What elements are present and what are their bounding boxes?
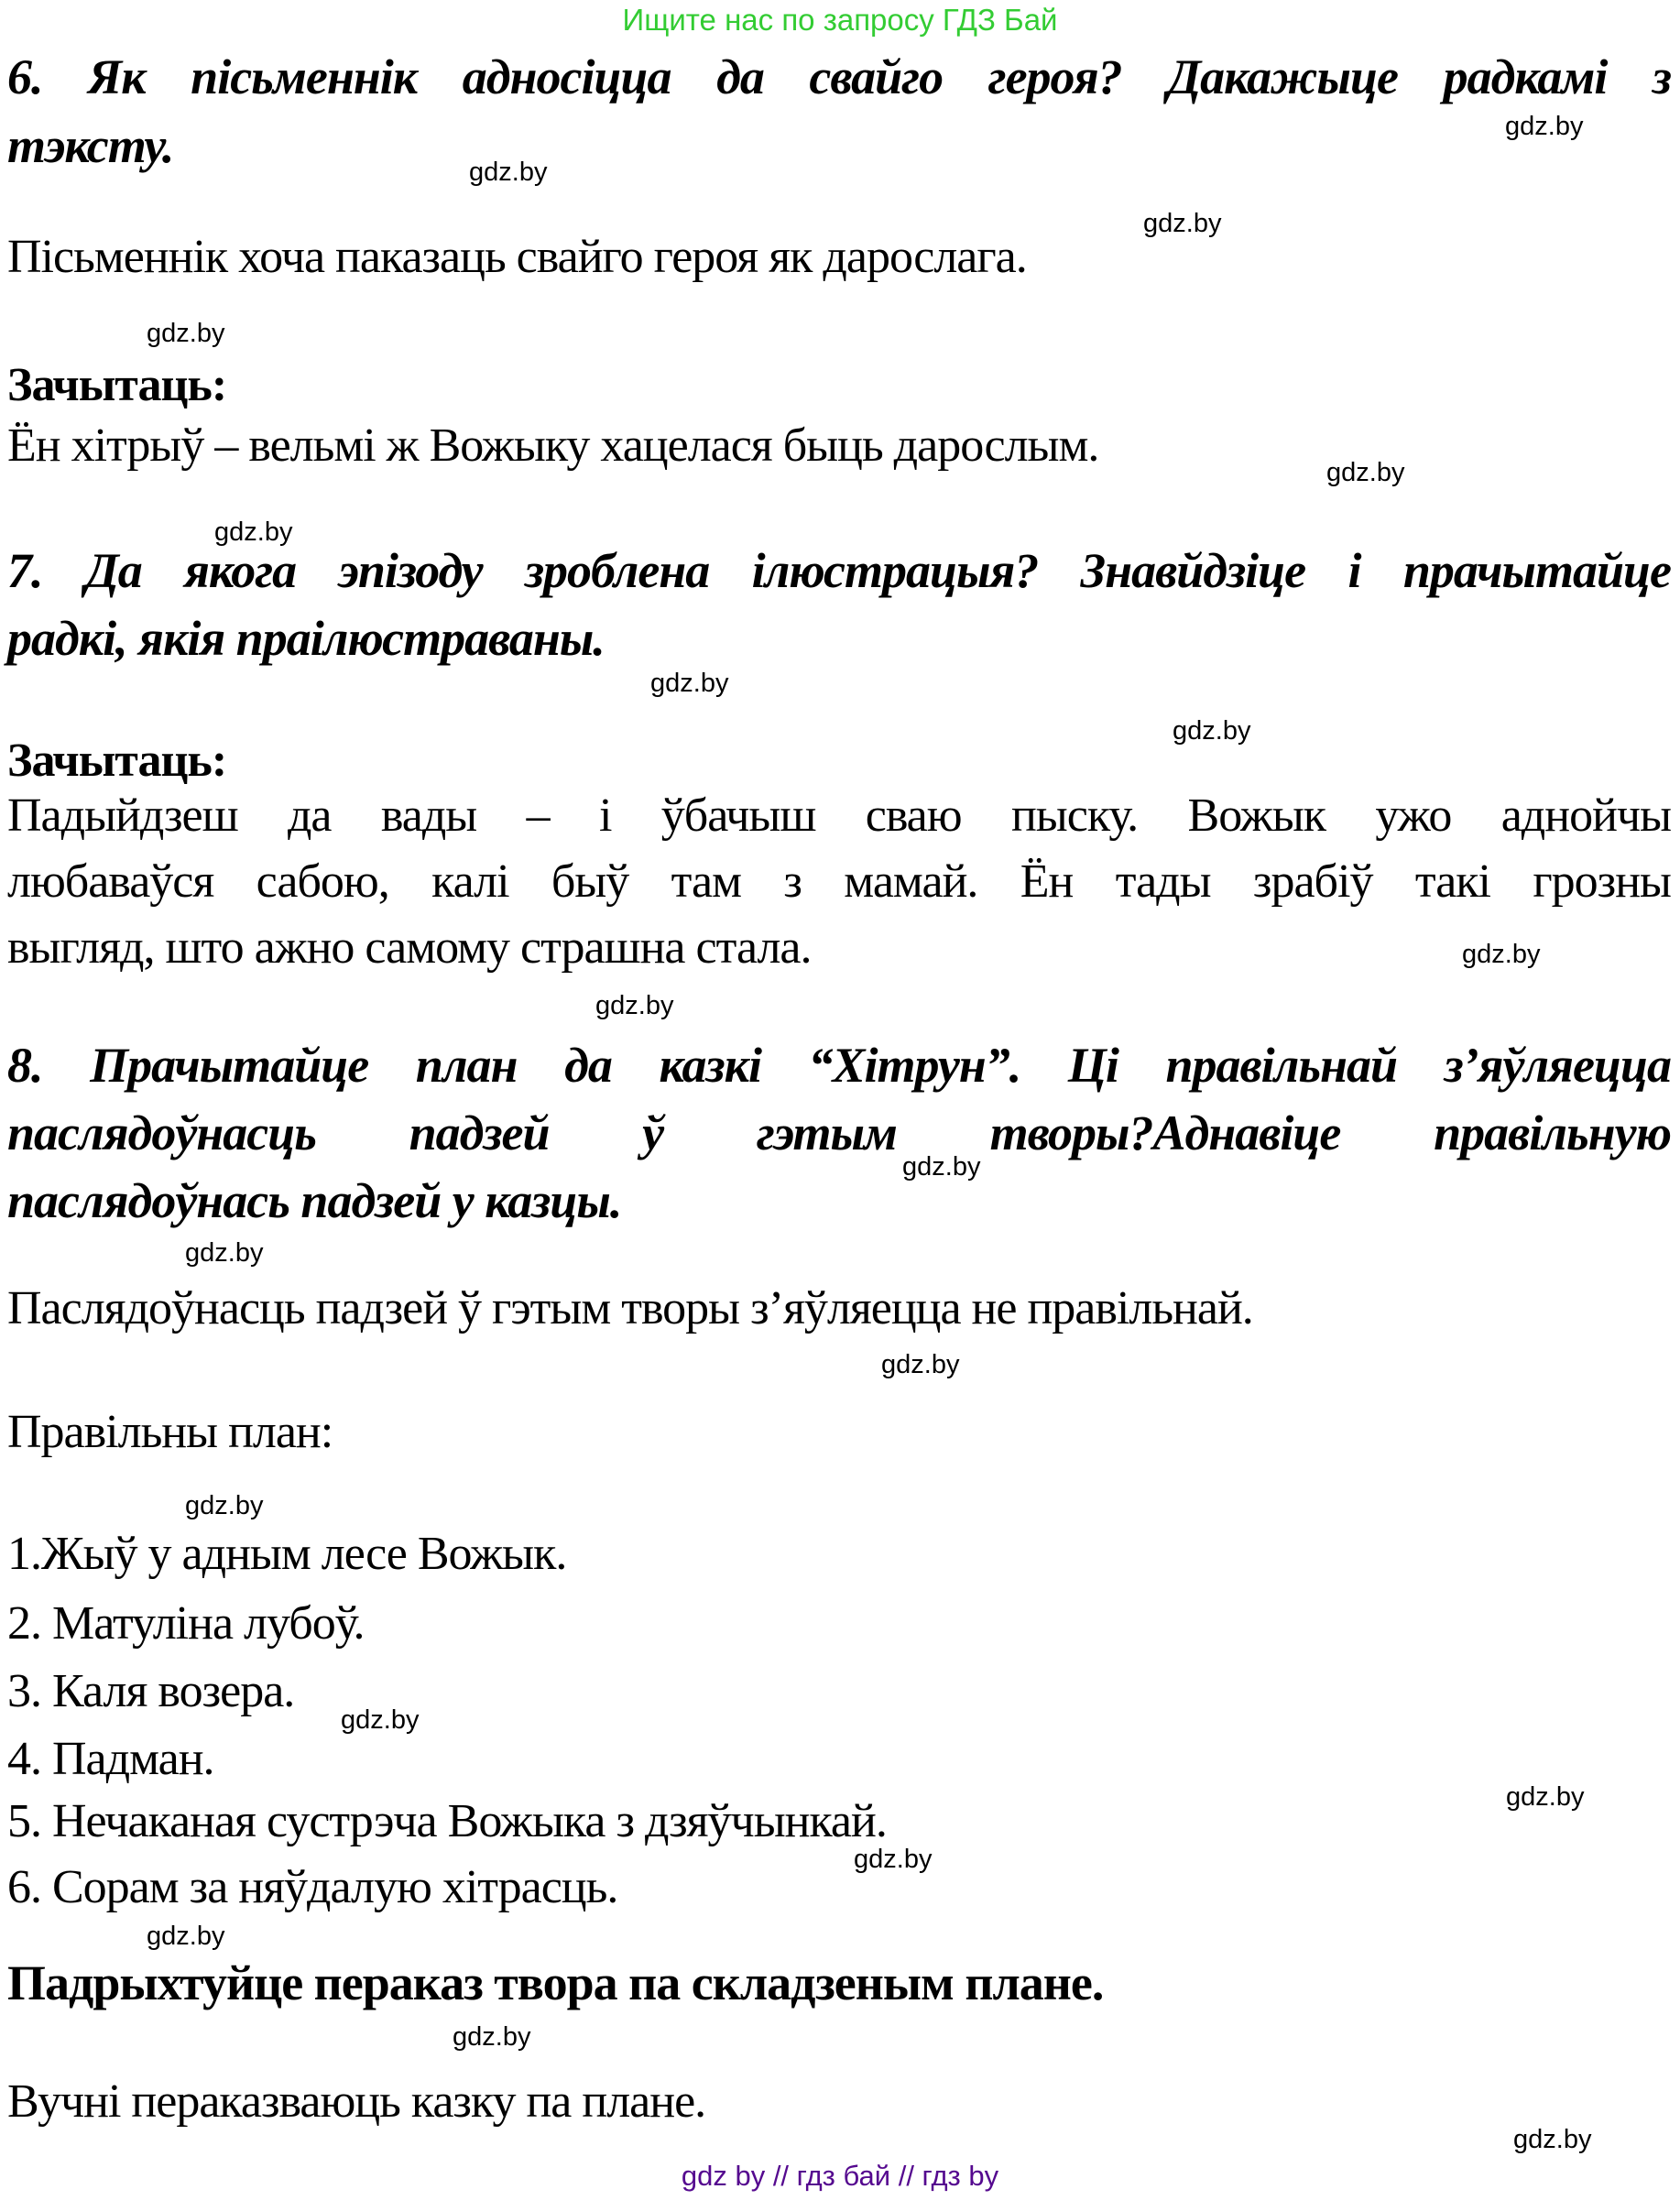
gdz-watermark: gdz.by	[1506, 1782, 1585, 1812]
read-label-1: Зачытаць:	[7, 359, 227, 411]
gdz-watermark: gdz.by	[1513, 2125, 1592, 2154]
quote-2-line-1: Падыйдзеш да вады – і ўбачыш сваю пыску. Вожык ужо аднойчы	[7, 790, 1671, 842]
gdz-watermark: gdz.by	[341, 1705, 420, 1735]
plan-item-6: 6. Сорам за няўдалую хітрасць.	[7, 1861, 618, 1913]
question-7-line-2: радкі, якія праілюстраваны.	[7, 611, 605, 666]
read-label-2: Зачытаць:	[7, 735, 227, 787]
question-7-line-1: 7. Да якога эпізоду зроблена ілюстрацыя? Знавйдзіце і прачытайце	[7, 543, 1671, 598]
plan-item-1: 1.Жыў у адным лесе Вожык.	[7, 1528, 567, 1580]
question-6-line-2: тэксту.	[7, 118, 174, 173]
closing-note: Вучні пераказваюць казку па плане.	[7, 2075, 706, 2128]
gdz-watermark: gdz.by	[469, 158, 548, 187]
gdz-watermark: gdz.by	[185, 1491, 264, 1520]
plan-item-3: 3. Каля возера.	[7, 1665, 295, 1717]
gdz-watermark: gdz.by	[185, 1238, 264, 1268]
plan-item-2: 2. Матуліна лубоў.	[7, 1597, 365, 1650]
gdz-watermark: gdz.by	[1505, 112, 1584, 141]
gdz-watermark: gdz.by	[147, 1922, 225, 1951]
gdz-watermark: gdz.by	[881, 1350, 960, 1379]
promo-banner-text: Ищите нас по запросу ГДЗ Бай	[622, 3, 1058, 37]
quote-2-line-3: выгляд, што ажно самому страшна стала.	[7, 921, 812, 974]
question-8-line-1: 8. Прачытайце план да казкі “Хітрун”. Ці правільнай з’яўляецца	[7, 1038, 1671, 1093]
footer-site-links: gdz by // гдз бай // гдз by	[681, 2160, 999, 2192]
gdz-watermark: gdz.by	[453, 2022, 531, 2052]
gdz-watermark: gdz.by	[902, 1152, 981, 1182]
plan-item-4: 4. Падман.	[7, 1733, 214, 1785]
answer-6: Пісьменнік хоча паказаць свайго героя як дарослага.	[7, 231, 1027, 283]
quote-1: Ён хітрыў – вельмі ж Вожыку хацелася быць дарослым.	[7, 419, 1099, 472]
question-6-line-1: 6. Як пісьменнік адносіцца да свайго героя? Дакажыце радкамі з	[7, 49, 1671, 104]
gdz-watermark: gdz.by	[1143, 209, 1222, 238]
plan-item-5: 5. Нечаканая сустрэча Вожыка з дзяўчынкай.	[7, 1795, 887, 1847]
plan-heading: Правільны план:	[7, 1406, 333, 1458]
quote-2-line-2: любаваўся сабою, калі быў там з мамай. Ён тады зрабіў такі грозны	[7, 855, 1671, 908]
answer-8: Паслядоўнасць падзей ў гэтым творы з’яўляецца не правільнай.	[7, 1282, 1253, 1334]
gdz-watermark: gdz.by	[854, 1845, 933, 1874]
question-8-line-2: паслядоўнасць падзей ў гэтым творы?Аднавіце правільную	[7, 1105, 1671, 1160]
question-8-line-3: паслядоўнась падзей у казцы.	[7, 1173, 622, 1228]
gdz-watermark: gdz.by	[650, 669, 729, 698]
gdz-watermark: gdz.by	[1462, 940, 1541, 969]
gdz-watermark: gdz.by	[214, 517, 293, 547]
gdz-watermark: gdz.by	[1326, 458, 1405, 487]
gdz-watermark: gdz.by	[595, 991, 674, 1020]
gdz-watermark: gdz.by	[147, 319, 225, 348]
retell-task: Падрыхтуйце пераказ твора па складзеным плане.	[7, 1955, 1104, 2010]
gdz-watermark: gdz.by	[1173, 716, 1251, 746]
